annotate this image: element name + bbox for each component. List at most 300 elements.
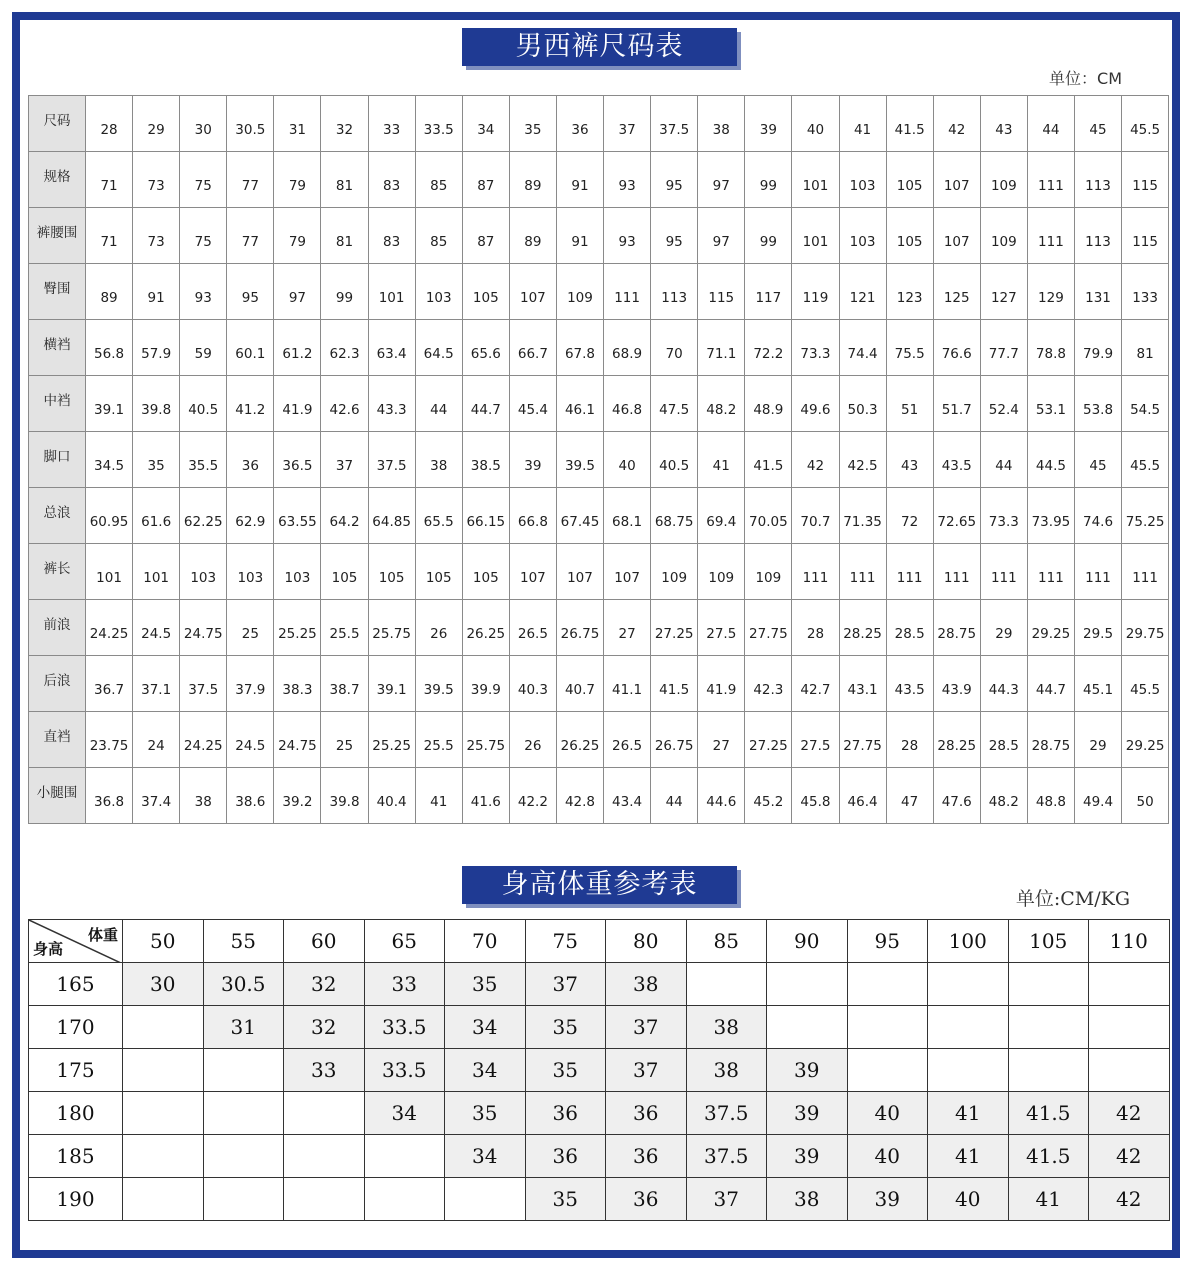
size-cell: 45 (1074, 96, 1121, 152)
size-chart-table (28, 95, 1169, 824)
size-cell: 109 (651, 544, 698, 600)
size-cell: 75 (180, 152, 227, 208)
size-cell: 34 (462, 96, 509, 152)
size-cell: 66.8 (509, 488, 556, 544)
size-cell: 27.25 (745, 712, 792, 768)
size-row-label: 裤长 (29, 544, 86, 600)
size-row (29, 656, 1169, 712)
size-recommendation-cell (123, 1178, 204, 1221)
size-cell: 28.25 (933, 712, 980, 768)
size-cell: 107 (509, 264, 556, 320)
size-cell: 25.75 (368, 600, 415, 656)
size-cell: 23.75 (86, 712, 133, 768)
size-cell: 37.5 (651, 96, 698, 152)
size-cell: 27.5 (792, 712, 839, 768)
size-cell: 28.75 (933, 600, 980, 656)
size-cell: 73.3 (792, 320, 839, 376)
size-recommendation-cell: 36 (606, 1092, 687, 1135)
size-cell: 36.7 (86, 656, 133, 712)
size-cell: 115 (1122, 208, 1169, 264)
size-cell: 63.55 (274, 488, 321, 544)
reference-chart-title: 身高体重参考表 (462, 866, 737, 904)
size-cell: 28 (886, 712, 933, 768)
size-recommendation-cell: 35 (445, 1092, 526, 1135)
size-cell: 45.5 (1122, 96, 1169, 152)
size-cell: 37.5 (180, 656, 227, 712)
size-cell: 26.75 (651, 712, 698, 768)
size-row-label: 后浪 (29, 656, 86, 712)
size-recommendation-cell: 39 (767, 1049, 848, 1092)
size-cell: 109 (980, 208, 1027, 264)
size-recommendation-cell: 42 (1089, 1135, 1170, 1178)
size-row-label: 中裆 (29, 376, 86, 432)
size-cell: 30.5 (227, 96, 274, 152)
size-row-label: 尺码 (29, 96, 86, 152)
size-cell: 39.9 (462, 656, 509, 712)
size-cell: 89 (86, 264, 133, 320)
size-recommendation-cell: 31 (203, 1006, 284, 1049)
size-cell: 103 (839, 152, 886, 208)
size-cell: 73.3 (980, 488, 1027, 544)
size-cell: 39.8 (321, 768, 368, 824)
size-cell: 46.1 (556, 376, 603, 432)
size-cell: 30 (180, 96, 227, 152)
size-cell: 44 (980, 432, 1027, 488)
size-cell: 43 (980, 96, 1027, 152)
size-cell: 43.5 (886, 656, 933, 712)
size-cell: 31 (274, 96, 321, 152)
size-recommendation-cell: 42 (1089, 1092, 1170, 1135)
size-recommendation-cell: 40 (847, 1092, 928, 1135)
size-cell: 103 (180, 544, 227, 600)
size-cell: 89 (509, 208, 556, 264)
height-label: 175 (29, 1049, 123, 1092)
size-cell: 99 (321, 264, 368, 320)
size-recommendation-cell: 33.5 (364, 1049, 445, 1092)
size-row (29, 320, 1169, 376)
size-recommendation-cell (847, 1006, 928, 1049)
weight-header: 100 (928, 920, 1009, 963)
size-recommendation-cell (767, 1006, 848, 1049)
size-cell: 24.75 (274, 712, 321, 768)
size-recommendation-cell: 39 (847, 1178, 928, 1221)
size-cell: 29 (133, 96, 180, 152)
size-row (29, 376, 1169, 432)
weight-header: 105 (1008, 920, 1089, 963)
size-recommendation-cell: 41.5 (1008, 1092, 1089, 1135)
size-recommendation-cell: 38 (686, 1049, 767, 1092)
size-cell: 37 (604, 96, 651, 152)
weight-header: 65 (364, 920, 445, 963)
size-cell: 46.8 (604, 376, 651, 432)
size-cell: 45.4 (509, 376, 556, 432)
size-cell: 52.4 (980, 376, 1027, 432)
size-recommendation-cell (1008, 963, 1089, 1006)
size-cell: 105 (321, 544, 368, 600)
size-cell: 25 (321, 712, 368, 768)
size-cell: 113 (651, 264, 698, 320)
weight-header: 95 (847, 920, 928, 963)
size-row (29, 768, 1169, 824)
size-cell: 101 (368, 264, 415, 320)
size-cell: 47 (886, 768, 933, 824)
size-cell: 43 (886, 432, 933, 488)
size-cell: 123 (886, 264, 933, 320)
size-cell: 24.25 (180, 712, 227, 768)
reference-row (29, 1178, 1170, 1221)
size-cell: 105 (368, 544, 415, 600)
size-cell: 27 (698, 712, 745, 768)
size-cell: 47.6 (933, 768, 980, 824)
size-row-label: 规格 (29, 152, 86, 208)
size-cell: 97 (698, 152, 745, 208)
size-cell: 91 (133, 264, 180, 320)
size-cell: 39.2 (274, 768, 321, 824)
size-recommendation-cell (1089, 1049, 1170, 1092)
size-recommendation-cell: 35 (525, 1049, 606, 1092)
size-cell: 73 (133, 152, 180, 208)
height-label: 165 (29, 963, 123, 1006)
size-cell: 51.7 (933, 376, 980, 432)
size-cell: 39 (745, 96, 792, 152)
size-cell: 101 (133, 544, 180, 600)
size-recommendation-cell: 36 (606, 1178, 687, 1221)
size-cell: 28 (86, 96, 133, 152)
size-cell: 57.9 (133, 320, 180, 376)
size-recommendation-cell (928, 1006, 1009, 1049)
size-cell: 50 (1122, 768, 1169, 824)
size-cell: 25.25 (368, 712, 415, 768)
size-cell: 95 (227, 264, 274, 320)
size-cell: 60.95 (86, 488, 133, 544)
size-cell: 28.25 (839, 600, 886, 656)
size-recommendation-cell (928, 1049, 1009, 1092)
size-cell: 74.4 (839, 320, 886, 376)
size-cell: 111 (839, 544, 886, 600)
size-cell: 64.2 (321, 488, 368, 544)
size-cell: 68.9 (604, 320, 651, 376)
size-row (29, 152, 1169, 208)
size-cell: 25.25 (274, 600, 321, 656)
size-recommendation-cell: 40 (847, 1135, 928, 1178)
size-cell: 93 (180, 264, 227, 320)
size-recommendation-cell: 37 (525, 963, 606, 1006)
size-recommendation-cell (284, 1092, 365, 1135)
size-cell: 101 (792, 208, 839, 264)
size-cell: 34.5 (86, 432, 133, 488)
size-cell: 56.8 (86, 320, 133, 376)
size-cell: 85 (415, 208, 462, 264)
size-recommendation-cell (1089, 1006, 1170, 1049)
size-cell: 25.5 (321, 600, 368, 656)
size-recommendation-cell: 33 (364, 963, 445, 1006)
size-cell: 24.5 (227, 712, 274, 768)
size-cell: 67.8 (556, 320, 603, 376)
weight-header: 70 (445, 920, 526, 963)
size-row-label: 臀围 (29, 264, 86, 320)
size-cell: 54.5 (1122, 376, 1169, 432)
size-cell: 79 (274, 208, 321, 264)
size-recommendation-cell (686, 963, 767, 1006)
size-cell: 97 (274, 264, 321, 320)
size-cell: 99 (745, 152, 792, 208)
size-cell: 107 (933, 152, 980, 208)
size-recommendation-cell (203, 1135, 284, 1178)
weight-header: 75 (525, 920, 606, 963)
size-cell: 95 (651, 208, 698, 264)
size-cell: 40 (792, 96, 839, 152)
reference-row (29, 1092, 1170, 1135)
size-cell: 61.6 (133, 488, 180, 544)
size-cell: 29.5 (1074, 600, 1121, 656)
size-cell: 127 (980, 264, 1027, 320)
size-recommendation-cell (203, 1049, 284, 1092)
size-row-label: 裤腰围 (29, 208, 86, 264)
size-cell: 133 (1122, 264, 1169, 320)
size-cell: 29 (980, 600, 1027, 656)
size-cell: 26 (415, 600, 462, 656)
size-recommendation-cell: 39 (767, 1092, 848, 1135)
size-row-label: 前浪 (29, 600, 86, 656)
size-cell: 65.6 (462, 320, 509, 376)
size-cell: 111 (1027, 152, 1074, 208)
size-cell: 33 (368, 96, 415, 152)
size-cell: 109 (556, 264, 603, 320)
height-label: 185 (29, 1135, 123, 1178)
size-cell: 71 (86, 208, 133, 264)
size-cell: 41.5 (745, 432, 792, 488)
size-cell: 79 (274, 152, 321, 208)
size-cell: 62.3 (321, 320, 368, 376)
size-cell: 61.2 (274, 320, 321, 376)
size-cell: 40.5 (651, 432, 698, 488)
size-cell: 93 (604, 152, 651, 208)
size-cell: 40.7 (556, 656, 603, 712)
size-cell: 72 (886, 488, 933, 544)
height-label: 190 (29, 1178, 123, 1221)
size-cell: 44.3 (980, 656, 1027, 712)
size-row (29, 600, 1169, 656)
weight-header: 85 (686, 920, 767, 963)
size-cell: 81 (1122, 320, 1169, 376)
size-cell: 74.6 (1074, 488, 1121, 544)
size-cell: 35 (509, 96, 556, 152)
size-cell: 24.75 (180, 600, 227, 656)
size-cell: 111 (933, 544, 980, 600)
reference-header-row (29, 920, 1170, 963)
size-cell: 28.5 (886, 600, 933, 656)
size-cell: 113 (1074, 208, 1121, 264)
size-cell: 26.5 (509, 600, 556, 656)
size-cell: 75.25 (1122, 488, 1169, 544)
size-cell: 25.75 (462, 712, 509, 768)
size-cell: 26.75 (556, 600, 603, 656)
size-cell: 111 (980, 544, 1027, 600)
size-cell: 51 (886, 376, 933, 432)
size-cell: 39.1 (368, 656, 415, 712)
reference-chart-table (28, 919, 1170, 1221)
size-recommendation-cell: 34 (445, 1049, 526, 1092)
size-recommendation-cell (767, 963, 848, 1006)
size-cell: 29.25 (1027, 600, 1074, 656)
size-cell: 111 (1122, 544, 1169, 600)
size-cell: 107 (556, 544, 603, 600)
size-cell: 36.8 (86, 768, 133, 824)
size-cell: 69.4 (698, 488, 745, 544)
size-cell: 44.6 (698, 768, 745, 824)
size-cell: 105 (886, 208, 933, 264)
size-cell: 103 (839, 208, 886, 264)
size-cell: 117 (745, 264, 792, 320)
size-cell: 27.5 (698, 600, 745, 656)
size-chart-title: 男西裤尺码表 (462, 28, 737, 66)
size-cell: 44 (651, 768, 698, 824)
size-cell: 41.5 (651, 656, 698, 712)
size-cell: 73 (133, 208, 180, 264)
size-cell: 43.5 (933, 432, 980, 488)
size-cell: 81 (321, 208, 368, 264)
size-cell: 28.5 (980, 712, 1027, 768)
size-cell: 41.9 (274, 376, 321, 432)
size-cell: 33.5 (415, 96, 462, 152)
reference-row (29, 1135, 1170, 1178)
size-cell: 27.75 (839, 712, 886, 768)
size-cell: 70.05 (745, 488, 792, 544)
size-cell: 43.4 (604, 768, 651, 824)
size-cell: 36 (227, 432, 274, 488)
size-cell: 115 (1122, 152, 1169, 208)
corner-cell (29, 920, 123, 963)
size-recommendation-cell (203, 1092, 284, 1135)
size-cell: 37.9 (227, 656, 274, 712)
size-cell: 95 (651, 152, 698, 208)
size-recommendation-cell: 34 (445, 1006, 526, 1049)
size-cell: 40 (604, 432, 651, 488)
size-recommendation-cell (1008, 1006, 1089, 1049)
size-cell: 38.3 (274, 656, 321, 712)
size-cell: 39.5 (415, 656, 462, 712)
size-cell: 83 (368, 208, 415, 264)
size-cell: 70 (651, 320, 698, 376)
size-cell: 91 (556, 152, 603, 208)
size-recommendation-cell: 37.5 (686, 1092, 767, 1135)
size-cell: 38.5 (462, 432, 509, 488)
size-recommendation-cell: 37 (606, 1006, 687, 1049)
size-cell: 29 (1074, 712, 1121, 768)
size-cell: 59 (180, 320, 227, 376)
size-cell: 46.4 (839, 768, 886, 824)
size-recommendation-cell (928, 963, 1009, 1006)
size-recommendation-cell: 41 (928, 1135, 1009, 1178)
size-cell: 42.6 (321, 376, 368, 432)
size-cell: 28 (792, 600, 839, 656)
size-recommendation-cell: 42 (1089, 1178, 1170, 1221)
size-cell: 73.95 (1027, 488, 1074, 544)
size-recommendation-cell (123, 1092, 204, 1135)
size-recommendation-cell: 34 (364, 1092, 445, 1135)
size-cell: 42.3 (745, 656, 792, 712)
size-cell: 87 (462, 208, 509, 264)
size-recommendation-cell: 35 (525, 1006, 606, 1049)
size-cell: 50.3 (839, 376, 886, 432)
size-cell: 103 (227, 544, 274, 600)
size-recommendation-cell (1008, 1049, 1089, 1092)
size-cell: 26.25 (462, 600, 509, 656)
size-cell: 105 (462, 264, 509, 320)
size-row (29, 488, 1169, 544)
size-recommendation-cell: 38 (606, 963, 687, 1006)
size-cell: 32 (321, 96, 368, 152)
size-cell: 26.5 (604, 712, 651, 768)
size-cell: 111 (1027, 544, 1074, 600)
height-label: 180 (29, 1092, 123, 1135)
size-cell: 44 (1027, 96, 1074, 152)
size-recommendation-cell (123, 1049, 204, 1092)
size-cell: 48.2 (698, 376, 745, 432)
size-cell: 44.7 (1027, 656, 1074, 712)
size-cell: 109 (745, 544, 792, 600)
size-cell: 37 (321, 432, 368, 488)
size-cell: 42.5 (839, 432, 886, 488)
size-cell: 111 (1027, 208, 1074, 264)
size-cell: 44 (415, 376, 462, 432)
size-cell: 64.85 (368, 488, 415, 544)
size-cell: 81 (321, 152, 368, 208)
size-cell: 78.8 (1027, 320, 1074, 376)
size-recommendation-cell: 37.5 (686, 1135, 767, 1178)
size-cell: 35.5 (180, 432, 227, 488)
size-row-label: 小腿围 (29, 768, 86, 824)
size-cell: 109 (698, 544, 745, 600)
size-cell: 68.1 (604, 488, 651, 544)
size-cell: 25 (227, 600, 274, 656)
size-cell: 38 (415, 432, 462, 488)
size-recommendation-cell: 36 (525, 1092, 606, 1135)
size-cell: 44.5 (1027, 432, 1074, 488)
size-cell: 45 (1074, 432, 1121, 488)
size-cell: 48.9 (745, 376, 792, 432)
size-cell: 27.25 (651, 600, 698, 656)
size-cell: 38 (698, 96, 745, 152)
size-cell: 25.5 (415, 712, 462, 768)
size-cell: 109 (980, 152, 1027, 208)
size-cell: 36.5 (274, 432, 321, 488)
size-cell: 45.8 (792, 768, 839, 824)
size-recommendation-cell: 32 (284, 1006, 365, 1049)
size-row-label: 脚口 (29, 432, 86, 488)
size-recommendation-cell: 41 (1008, 1178, 1089, 1221)
size-recommendation-cell: 36 (606, 1135, 687, 1178)
size-cell: 75.5 (886, 320, 933, 376)
size-row (29, 432, 1169, 488)
size-cell: 87 (462, 152, 509, 208)
size-cell: 71.1 (698, 320, 745, 376)
size-cell: 63.4 (368, 320, 415, 376)
size-cell: 65.5 (415, 488, 462, 544)
size-recommendation-cell: 30 (123, 963, 204, 1006)
size-row (29, 544, 1169, 600)
size-cell: 45.5 (1122, 432, 1169, 488)
size-cell: 29.75 (1122, 600, 1169, 656)
size-cell: 101 (86, 544, 133, 600)
size-recommendation-cell (1089, 963, 1170, 1006)
weight-header: 110 (1089, 920, 1170, 963)
corner-height-label: 身高 (33, 940, 64, 958)
size-cell: 66.7 (509, 320, 556, 376)
size-cell: 40.3 (509, 656, 556, 712)
reference-row (29, 963, 1170, 1006)
size-cell: 26 (509, 712, 556, 768)
